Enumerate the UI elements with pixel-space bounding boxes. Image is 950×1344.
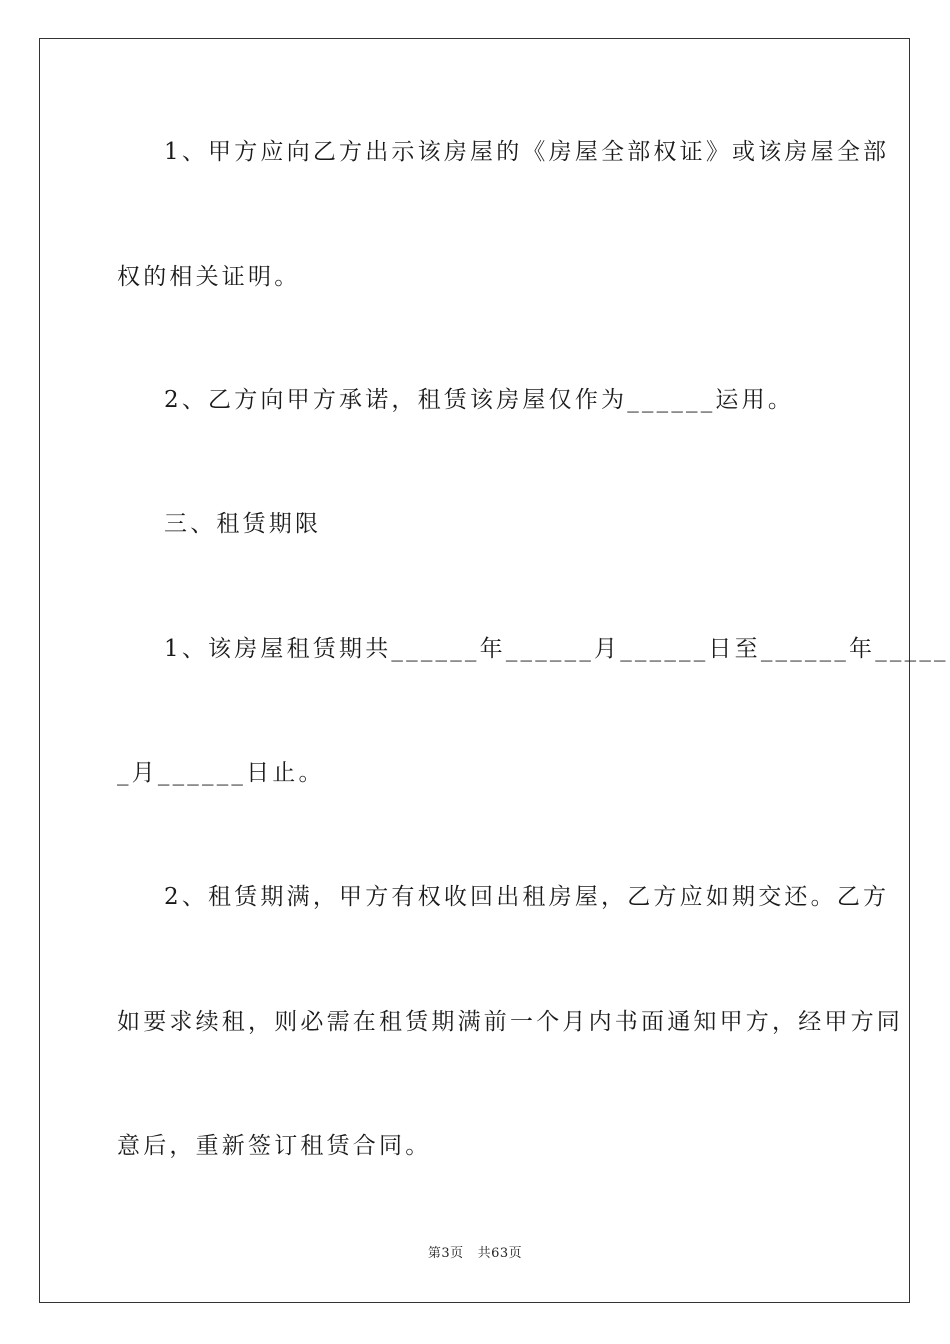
paragraph-line-8: 如要求续租，则必需在租赁期满前一个月内书面通知甲方，经甲方同 bbox=[117, 1009, 903, 1035]
page-footer bbox=[0, 1245, 950, 1263]
paragraph-line-5: 1、该房屋租赁期共______年______月______日至______年_____ bbox=[164, 636, 949, 662]
total-pages: 共63页 bbox=[477, 1246, 523, 1261]
section-heading: 三、租赁期限 bbox=[164, 511, 322, 537]
paragraph-line-6: _月______日止。 bbox=[117, 760, 325, 786]
paragraph-line-2: 权的相关证明。 bbox=[117, 264, 301, 290]
paragraph-line-9: 意后，重新签订租赁合同。 bbox=[117, 1133, 432, 1159]
paragraph-line-1: 1、甲方应向乙方出示该房屋的《房屋全部权证》或该房屋全部 bbox=[164, 139, 890, 165]
page-number: 第3页 bbox=[427, 1246, 464, 1261]
paragraph-line-7: 2、租赁期满，甲方有权收回出租房屋，乙方应如期交还。乙方 bbox=[164, 884, 890, 910]
page-border bbox=[39, 38, 949, 1303]
paragraph-line-3: 2、乙方向甲方承诺，租赁该房屋仅作为______运用。 bbox=[164, 387, 795, 413]
